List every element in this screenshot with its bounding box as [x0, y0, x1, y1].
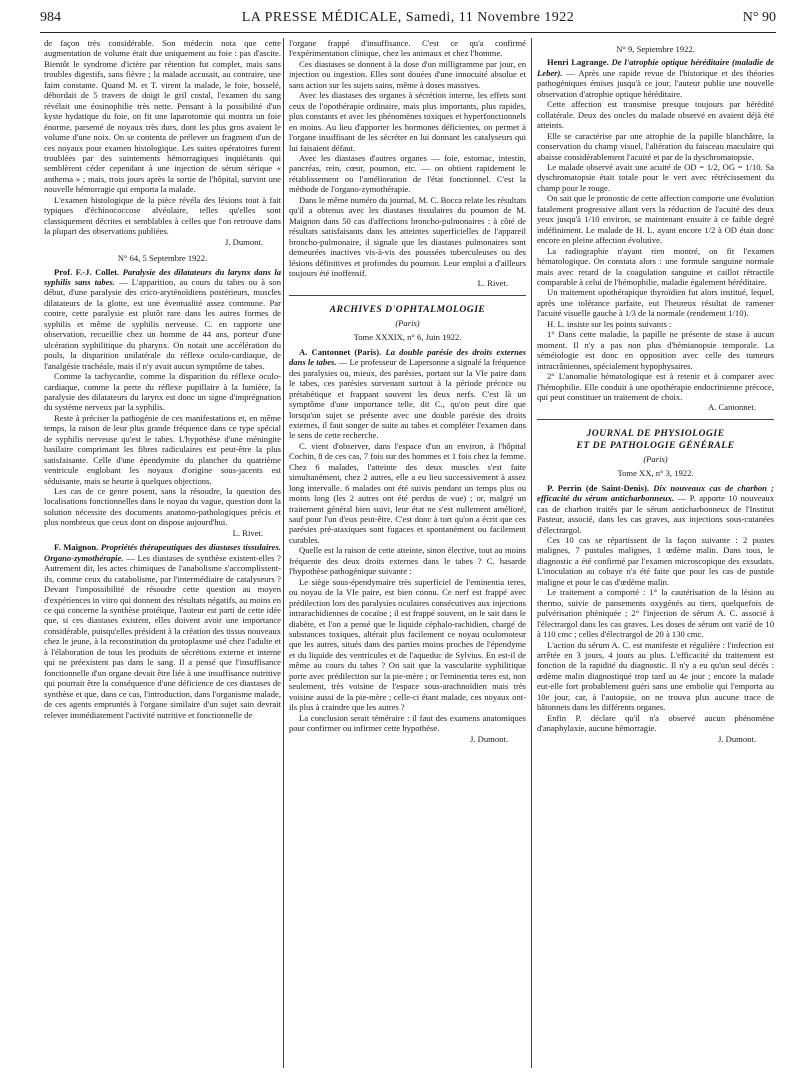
article-author: P. Perrin (de Saint-Denis).: [547, 482, 650, 493]
signature: L. Rivet.: [477, 278, 508, 289]
article-abstract: [537, 57, 774, 99]
article-abstract: [44, 267, 281, 372]
signature: J. Dumont.: [718, 733, 756, 744]
journal-city: (Paris): [643, 453, 668, 464]
article-abstract: [44, 542, 281, 720]
paragraph: La conclusion serait téméraire : il faut des examens anatomiques pour confirmer ou infirmer cette hypothèse.: [289, 712, 526, 734]
journal-volume: Tome XXXIX, n° 6, Juin 1922.: [353, 332, 462, 343]
signature: J. Dumont.: [225, 236, 263, 247]
signature: L. Rivet.: [232, 527, 263, 538]
column-3: [537, 38, 774, 1070]
issue-date: N° 9, Septembre 1922.: [616, 44, 695, 54]
article-text: — L'apparition, au cours du tabes ou à son début, d'une paralysie des crico-aryténoïdiens postérieurs, muscles dilatateurs de la glotte, est une éventualité assez commune. Par contre, cette paralysie est plutôt rare dans les autres formes de syphilis et même de syphilis nerveuse. C. en rapporte une observation, recueillie chez un homme de 44 ans, porteur d'une ulcération syphilitique du pharynx. On notait une accélération du pouls, la disparition unilatérale du réflexe oculo-cardiaque, de l'analgésie trachéale, mais il n'y avait aucun symptôme de tabes.: [44, 276, 281, 371]
issue-date: N° 64, 5 Septembre 1922.: [117, 253, 208, 264]
article-text: — Les diastases de synthèse existent-elles ? Autrement dit, les actes chimiques de l'anabolisme s'accomplissent-ils, comme ceux du catabolisme, par l'intermédiaire de catalyseurs ? Devant l'impossibilité de résoudre cette question au moyen d'expériences in vitro qui donnent des résultats négatifs, au moins en ce qui concerne la synthèse protéique, l'auteur est parti de cette idée que, si ces diastases existent, elles doivent avoir une importance considérable, puisqu'elles président à la création des tissus nouveaux chez le jeune, à la reconstitution du protoplasme usé chez l'adulte et à l'élaboration de tous les produits de sécrétions externe et interne qui ne préexistent pas dans le sang. Il a pensé que l'insuffisance fonctionnelle d'un organe devait être liée à une insuffisance nutritive qui pourrait être la conséquence d'une déficience de ces diastases de synthèse et que, dans ce cas, l'introduction, dans l'organisme malade, de ces agents empruntés à l'organe similaire d'un sujet sain devrait relever immédiatement l'activité nutritive et fonctionnelle de: [44, 552, 281, 720]
section-rule: [537, 419, 774, 420]
paragraph: Le traitement a comporté : 1° la cautérisation de la lésion au thermo, suivie de pansements oxygénés au tiers, quelquefois de pulvérisation phéniquée ; 2° l'injection de sérum A. C. associé à l'électrargol dans les cas graves. Les doses de sérum ont varié de 10 à 110 cmc ; celles d'électrargol de 20 à 130 cmc.: [537, 587, 774, 640]
paragraph: 2° L'anomalie hématologique est à retenir et à comparer avec l'hémophilie. Elle conduit à une opothérapie endocrinienne précoce, qui peut constituer un traitement de choix.: [537, 371, 774, 402]
article-text: — Après une rapide revue de l'historique et des théories pathogéniques émises jusqu'à ce jour, l'auteur publie une nouvelle observation d'atrophie optique héréditaire.: [537, 67, 774, 99]
journal-volume: Tome XX, n° 3, 1922.: [617, 468, 694, 479]
paragraph: Un traitement opothérapique thyroïdien fut alors institué, lequel, après une tolérance parfaite, eut l'heureux résultat de ramener l'acuité visuelle gauche à 1/3 de la normale (rendement 1/10).: [537, 287, 774, 319]
page-number: 984: [40, 10, 61, 25]
paragraph: 1° Dans cette maladie, la papille ne présente de stase à aucun moment. Il n'y a pas non plus d'hémianopsie temporale. La séméiologie est donc en opposition avec celle des tumeurs intracrâniennes, spécialement hypophysaires.: [537, 329, 774, 371]
journal-title: JOURNAL DE PHYSIOLOGIE: [586, 427, 725, 439]
paragraph: Le malade observé avait une acuité de OD = 1/2, OG = 1/10. Sa dyschromatopsie était totale pour le vert avec rétrécissement du champ pour le rouge.: [537, 161, 774, 193]
article-abstract: [289, 347, 526, 441]
article-title: La double parésie des droits externes dans le tabes.: [289, 346, 526, 368]
paragraph: Le siège sous-épendymaire très superficiel de l'eminentia teres, ou noyau de la VIe paire, est bien connu. Ce nerf est frappé avec prédilection lors des paralysies oculaires consécutives aux injections intrarachidiennes de cocaïne ; il est frappé souvent, on le sait dans le diabète, et l'on a pensé que le liquide céphalo-rachidien, chargé de substances toxiques, altérait plus facilement ce noyau oculomoteur que les autres, situés dans des parties moins proches de l'épendyme et du liquide des ventricules et de l'aqueduc de Sylvius. En est-il de même au cours du tabes ? On sait que la vascularite syphilitique porte avec prédilection sur la pie-mère ; or l'eminentia teres est, non seulement, très voisine de l'espace sous-arachnoïdien mais très voisine aussi de la pie-mère ; celle-ci étant malade, ces noyaux ont-ils plus à craindre que les autres ?: [289, 576, 526, 713]
journal-masthead: LA PRESSE MÉDICALE, Samedi, 11 Novembre 1922: [241, 10, 575, 25]
column-divider: [283, 38, 284, 1068]
article-text: — Le professeur de Lapersonne a signalé la fréquence des paralysies ou, mieux, des parésies, portant sur la VIe paire dans le tabes, ces parésies survenant surtout à la période précoce ou prétabétique et frappant souvent les deux nerfs. C'est là un symptôme d'une importance telle, dit C., qu'on peut dire que lorsqu'un sujet se présente avec une double parésie des droits externes, il faut songer de suite au tabes et compléter l'examen dans le sens de cette recherche.: [289, 357, 526, 441]
article-author: F. Maignon.: [54, 542, 99, 553]
journal-title-line-2: ET DE PATHOLOGIE GÉNÉRALE: [576, 439, 735, 451]
paragraph: L'examen histologique de la pièce révéla des lésions tout à fait typiques d'échinococcose alvéolaire, telles qu'elles sont classiquement décrites et semblables à celles que l'on retrouve dans la plupart des observations publiées.: [44, 194, 281, 237]
signature: A. Cantonnet.: [708, 402, 756, 413]
column-2: [289, 38, 526, 1070]
paragraph: Avec les diastases des organes à sécrétion interne, les effets sont ceux de l'opothérapie ordinaire, mais plus importants, plus rapides, plus constants et avec les phénomènes toxiques et hyperfonctionnels en moins. Au lieu d'apporter les hormones déficientes, on permet à l'organe insuffisant de les sécréter en lui donnant les catalyseurs qui lui faisaient défaut.: [289, 90, 526, 153]
article-author: Prof. F.-J. Collet.: [54, 266, 120, 277]
paragraph: Quelle est la raison de cette atteinte, sinon élective, tout au moins fréquente des deux droits externes dans le tabes ? C. hasarde l'hypothèse pathogénique suivante :: [289, 545, 526, 577]
paragraph: Ces diastases se donnent à la dose d'un milligramme par jour, en injection ou ingestion. Elles sont douées d'une innocuité absolue et sans action sur les sujets sains, même à doses massives.: [289, 58, 526, 90]
article-author: Henri Lagrange.: [547, 57, 609, 68]
column-divider: [531, 38, 532, 1068]
page-header: [40, 10, 776, 30]
paragraph: Comme la tachycardie, comme la disparition du réflexe oculo-cardiaque, comme la perte du réflexe pupillaire à la lumière, la paralysie des dilatateurs du larynx est donc un signe d'imprégnation du système nerveux par la syphilis.: [44, 371, 281, 413]
paragraph: Elle se caractérise par une atrophie de la papille blanchâtre, la conservation du champ visuel, l'altération du faisceau maculaire qui abaisse considérablement l'acuité et par de la dyschromatopsie.: [537, 130, 774, 162]
paragraph: Cette affection est transmise presque toujours par hérédité collatérale. Deux des oncles du malade observé en avaient déjà été atteints.: [537, 99, 774, 131]
section-rule: [289, 295, 526, 296]
article-title: Propriétés thérapeutiques des diastases tissulaires. Organo-zymothérapie.: [44, 542, 281, 563]
journal-city: (Paris): [395, 317, 420, 328]
article-title: Paralysie des dilatateurs du larynx dans la syphilis sans tabes.: [44, 266, 281, 287]
paragraph: La radiographie n'ayant rien montré, on fit l'examen hématologique. On constata alors : une formule sanguine normale mais avec retard de la coagulation sanguine et caillot rétractile comparable à celui de l'hémophilie, maladie également héréditaire.: [537, 245, 774, 287]
paragraph: L'action du sérum A. C. est manifeste et régulière : l'infection est arrêtée en 3 jours, 4 jours au plus. L'efficacité du traitement est fonction de la rapidité du diagnostic. Il n'y a eu qu'un seul décès : œdème malin diagnostiqué trop tard au 4e jour ; encore la malade eut-elle fort probablement guéri sans une embolie qui l'emporta au 10e jour, car, à l'autopsie, on ne trouva plus aucune trace de bâtonnets dans les différents organes.: [537, 639, 774, 713]
header-rule: [40, 32, 776, 33]
paragraph: C. vient d'observer, dans l'espace d'un an environ, à l'hôpital Cochin, 8 de ces cas, 7 fois sur des hommes et 1 fois chez la femme. Chez 6 malades, l'atteinte des deux muscles s'est faite simultanément, chez 2 autres, elle a eu lieu successivement à assez long intervalle. 6 malades ont été suivis pendant un temps plus ou moins long (les 2 autres ont été perdus de vue) ; or, malgré un traitement général bien suivi, leur état ne s'est nullement amélioré, sauf pour l'un d'eux peut-être. C'est donc à tort qu'on a écrit que ces parésies pré-ataxiques sont fugaces et spontanément ou facilement curables.: [289, 440, 526, 545]
journal-title: ARCHIVES D'OPHTALMOLOGIE: [329, 303, 486, 315]
issue-number: N° 90: [742, 10, 776, 25]
paragraph: Reste à préciser la pathogénie de ces manifestations et, en même temps, la raison de leur plus grande fréquence dans ce type spécial de syphilis nerveuse qu'est le tabes. L'hypothèse d'une méningite basilaire comprimant les fibres radiculaires est peut-être la plus satisfaisante. Celle d'une épendymite du plancher du quatrième ventricule englobant les noyaux d'origine sous-jacents est séduisante, mais se heurte à quelques objections.: [44, 412, 281, 486]
signature: J. Dumont.: [470, 733, 508, 744]
paragraph: Avec les diastases d'autres organes — foie, estomac, intestin, pancréas, rein, cœur, poumon, etc. — on obtient rapidement le rétablissement ou l'amélioration de l'état fonctionnel. C'est la méthode de l'organo-zymothérapie.: [289, 152, 526, 195]
paragraph: Dans le même numéro du journal, M. C. Bocca relate les résultats qu'il a obtenus avec les diastases tissulaires du poumon de M. Maignon dans 50 cas d'affections broncho-pulmonaires : à côté de résultats satisfaisants dans les atteintes superficielles de l'appareil broncho-pulmonaire, il signale que les diastases pulmonaires sont demeurées inactives vis-à-vis des poussées tuberculeuses ou des lésions définitives et profondes du poumon. Leur emploi a d'ailleurs toujours été inoffensif.: [289, 194, 526, 278]
paragraph: Ces 10 cas se répartissent de la façon suivante : 2 pustes malignes, 7 pustules malignes, 1 œdème malin. Dans tous, le diagnostic a été confirmé par l'examen microscopique des exsudats. L'inoculation au cobaye n'a été faite que pour les cas de pustule maligne et pour le cas d'œdème malin.: [537, 535, 774, 587]
column-1: [44, 38, 281, 1070]
article-author: A. Cantonnet (Paris).: [299, 346, 382, 357]
paragraph: de façon très considérable. Son médecin nota que cette augmentation de volume était due uniquement au foie : pas d'ascite. Bientôt le syndrome d'ictère par rétention fut complet, mais sans troubles digestifs, sans fièvre ; la malade accusait, au contraire, une faim constante. Quand M. et T. virent la malade, le foie, bosselé, débordait de 5 travers de doigt le gril costal, l'examen du sang révélait une éosinophilie très nette. Pensant à la possibilité d'un kyste hydatique du foie, on fit une laparotomie qui montra un foie énorme, parsemé de noyaux très durs, dont les plus gros avaient le volume d'une noix. On se contenta de prélever un fragment d'un de ces noyaux pour examen histologique. Les suites opératoires furent troublées par des suintements hémorragiques inquiétants qui semblèrent céder cependant à une injection de sérum sérique « anthema » ; mais, trois jours après la sortie de l'hôpital, survint une nouvelle hémorragie qui emporta la malade.: [44, 38, 281, 195]
paragraph: l'organe frappé d'insuffisance. C'est ce qu'a confirmé l'expérimentation clinique, chez les animaux et chez l'homme.: [289, 38, 526, 59]
paragraph: H. L. insiste sur les points suivants :: [547, 318, 672, 329]
article-title: Dix nouveaux cas de charbon ; efficacité du sérum anticharbonneux.: [537, 482, 774, 504]
article-text: — P. apporte 10 nouveaux cas de charbon traités par le sérum anticharbonneux de l'Institut Pasteur, associé, dans les cas graves, aux injections sous-cutanées d'électrargol.: [537, 493, 774, 535]
article-title: De l'atrophie optique héréditaire (maladie de Leber).: [537, 57, 774, 78]
article-abstract: [537, 483, 774, 535]
paragraph: On sait que le pronostic de cette affection comporte une évolution fatalement progressive allant vers la réduction de l'acuité des deux yeux jusqu'à 1/10 environ, se maintenant ensuite à ce faible degré indéfiniment. Le malade de H. L. ayant encore 1/2 à OD était donc encore en pleine affection évolutive.: [537, 193, 774, 246]
paragraph: Les cas de ce genre posent, sans la résoudre, la question des localisations fonctionnelles dans le noyau du vague, question dont la solution nécessite des documents anatomo-pathologiques précis et plus nombreux que ceux dont on dispose aujourd'hui.: [44, 486, 281, 528]
paragraph: Enfin P. déclare qu'il n'a observé aucun phénomène d'anaphylaxie, aucune hémorragie.: [537, 712, 774, 734]
